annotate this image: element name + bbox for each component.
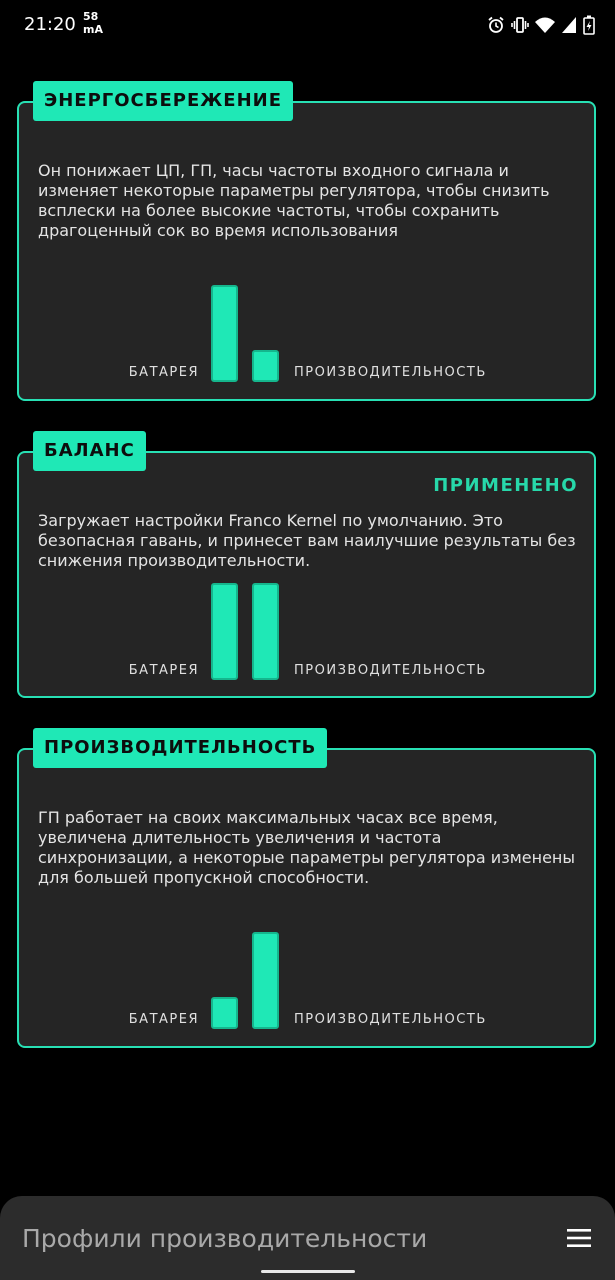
battery-bar [211, 583, 238, 680]
performance-bar [252, 932, 279, 1029]
profile-meter [19, 1012, 594, 1029]
battery-label: БАТАРЕЯ [128, 663, 199, 678]
status-current-readout [83, 10, 103, 36]
performance-bar [252, 583, 279, 680]
battery-charging-icon [583, 15, 595, 35]
bottom-sheet[interactable] [0, 1196, 615, 1280]
current-unit: mA [83, 23, 103, 36]
profile-description: Он понижает ЦП, ГП, часы частоты входного сигнала и изменяет некоторые параметры регулятора, чтобы снизить всплески на более высокие частоты, чтобы сохранить драгоценный сок во время использования [38, 161, 550, 240]
performance-label: ПРОИЗВОДИТЕЛЬНОСТЬ [294, 1012, 487, 1027]
status-time: 21:20 [24, 14, 76, 35]
status-bar [0, 0, 615, 52]
profile-meter [19, 663, 594, 680]
profile-title: ПРОИЗВОДИТЕЛЬНОСТЬ [33, 728, 327, 768]
battery-bar [211, 285, 238, 382]
battery-bar [211, 997, 238, 1029]
current-value: 58 [83, 10, 99, 23]
cell-signal-icon [561, 16, 577, 34]
profile-title: БАЛАНС [33, 431, 146, 471]
profile-card-balance[interactable] [17, 440, 596, 698]
profile-card-powersave[interactable] [17, 90, 596, 401]
status-icons [487, 13, 595, 37]
applied-badge: ПРИМЕНЕНО [433, 475, 578, 496]
profile-description: ГП работает на своих максимальных часах все время, увеличена длительность увеличения и частота синхронизации, а некоторые параметры регулятора изменены для большей пропускной способности. [38, 808, 576, 887]
vibrate-icon [511, 16, 529, 34]
performance-bar [252, 350, 279, 382]
performance-label: ПРОИЗВОДИТЕЛЬНОСТЬ [294, 663, 487, 678]
home-indicator[interactable] [261, 1270, 355, 1273]
sheet-title: Профили производительности [22, 1224, 428, 1253]
profile-description: Загружает настройки Franco Kernel по умолчанию. Это безопасная гавань, и принесет вам наилучшие результаты без снижения производительности. [38, 511, 576, 570]
alarm-icon [487, 16, 505, 34]
profile-title: ЭНЕРГОСБЕРЕЖЕНИЕ [33, 81, 293, 121]
battery-label: БАТАРЕЯ [128, 1012, 199, 1027]
profile-card-performance[interactable] [17, 737, 596, 1048]
performance-label: ПРОИЗВОДИТЕЛЬНОСТЬ [294, 365, 487, 380]
battery-label: БАТАРЕЯ [128, 365, 199, 380]
wifi-icon [535, 16, 555, 34]
hamburger-menu-icon[interactable] [567, 1229, 591, 1247]
profile-meter [19, 365, 594, 382]
